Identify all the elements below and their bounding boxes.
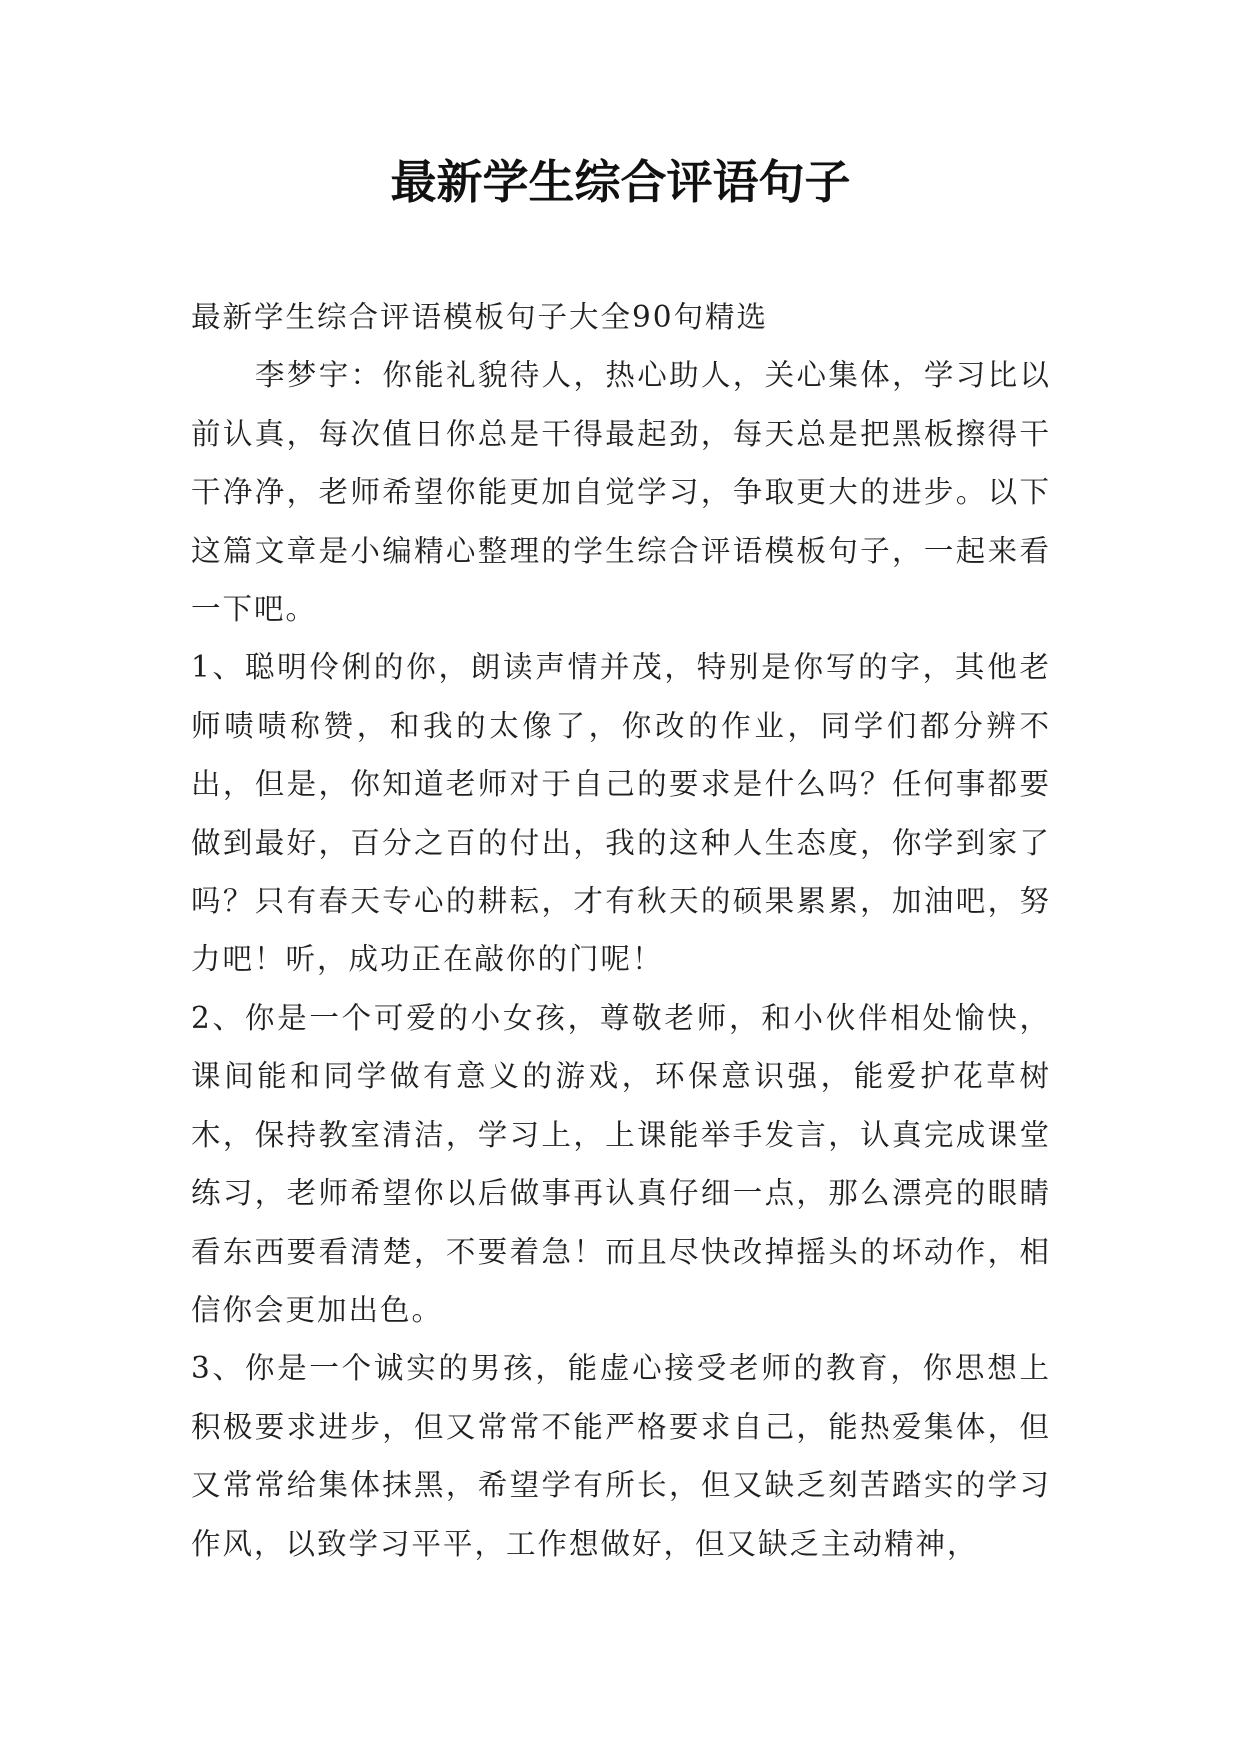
subtitle-paragraph: 最新学生综合评语模板句子大全90句精选 xyxy=(191,300,769,334)
intro-paragraph: 李梦宇：你能礼貌待人，热心助人，关心集体，学习比以前认真，每次值日你总是干得最起劲，每天总是把黑板擦得干干净净，老师希望你能更加自觉学习，争取更大的进步。以下这篇文章是小编精心整理的学生综合评语模板句子，一起来看一下吧。 xyxy=(191,358,1051,627)
comment-paragraph-3: 3、你是一个诚实的男孩，能虚心接受老师的教育，你思想上积极要求进步，但又常常不能严格要求自己，能热爱集体，但又常常给集体抹黑，希望学有所长，但又缺乏刻苦踏实的学习作风，以致学习平平，工作想做好，但又缺乏主动精神， xyxy=(191,1351,1051,1561)
document-title: 最新学生综合评语句子 xyxy=(390,155,851,209)
comment-paragraph-2: 2、你是一个可爱的小女孩，尊敬老师，和小伙伴相处愉快，课间能和同学做有意义的游戏，环保意识强，能爱护花草树木，保持教室清洁，学习上，上课能举手发言，认真完成课堂练习，老师希望你以后做事再认真仔细一点，那么漂亮的眼睛看东西要看清楚，不要着急！而且尽快改掉摇头的坏动作，相信你会更加出色。 xyxy=(191,1000,1051,1327)
document-body xyxy=(191,288,1051,1573)
comment-paragraph-1: 1、聪明伶俐的你，朗读声情并茂，特别是你写的字，其他老师啧啧称赞，和我的太像了，你改的作业，同学们都分辨不出，但是，你知道老师对于自己的要求是什么吗？任何事都要做到最好，百分之百的付出，我的这种人生态度，你学到家了吗？只有春天专心的耕耘，才有秋天的硕果累累，加油吧，努力吧！听，成功正在敲你的门呢！ xyxy=(191,650,1051,977)
